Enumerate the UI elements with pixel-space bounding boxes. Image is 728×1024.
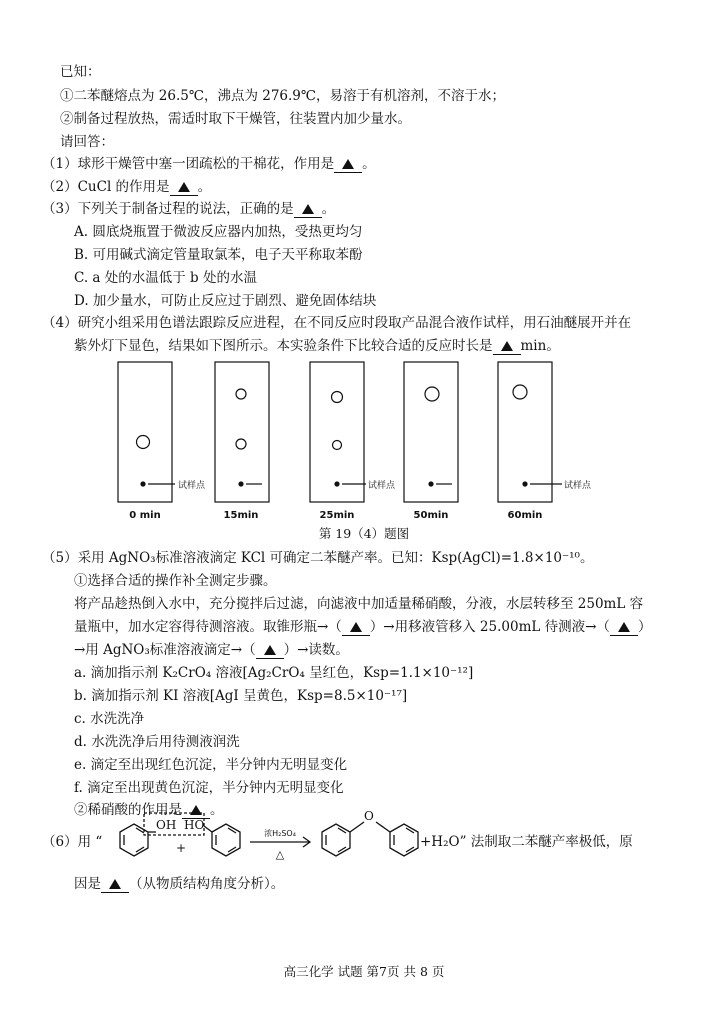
tlc-sample-dot <box>522 481 527 486</box>
tlc-time-label: 60min <box>507 510 543 521</box>
known-label: 已知： <box>60 64 101 80</box>
q5-blank-1[interactable] <box>342 619 370 636</box>
tlc-spot <box>332 392 343 403</box>
q6-line2 <box>74 874 284 894</box>
figure-caption: 第 19（4）题图 <box>318 526 410 540</box>
tlc-sample-label: 试样点 <box>368 481 396 491</box>
q4-line2-tail: min。 <box>520 338 560 354</box>
tlc-spot <box>425 387 439 401</box>
q5-step-line2c: ） <box>637 619 652 635</box>
oh-group: OH <box>156 818 177 832</box>
tlc-plate-15 <box>215 362 269 502</box>
q5-acid-tail: 。 <box>210 802 224 818</box>
q6-prefix: （6）用 “ <box>42 834 103 850</box>
tlc-plate-60 <box>498 362 552 502</box>
q5-step-line3 <box>74 640 349 660</box>
tlc-time-label: 0 min <box>129 510 161 521</box>
q5-blank-3[interactable] <box>256 642 284 659</box>
tlc-plate-0 <box>118 362 172 502</box>
plus-sign: + <box>176 841 187 855</box>
q1-text: （1）球形干燥管中塞一团疏松的干棉花，作用是 <box>42 156 335 172</box>
tlc-sample-dot <box>428 481 433 486</box>
q5-option-f: f. 滴定至出现黄色沉淀，半分钟内无明显变化 <box>74 780 344 796</box>
q3-option-b: B. 可用碱式滴定管量取氯苯，电子天平称取苯酚 <box>74 247 363 263</box>
tlc-sample-dot <box>334 481 339 486</box>
q4-line2-text: 紫外灯下显色，结果如下图所示。本实验条件下比较合适的反应时长是 <box>74 338 493 354</box>
answer-prompt: 请回答： <box>60 134 114 150</box>
q5-step-prompt: ①选择合适的操作补全测定步骤。 <box>74 573 277 589</box>
tlc-plate-25 <box>310 362 364 502</box>
q5-option-d: d. 水洗洗净后用待测液润洗 <box>74 734 240 750</box>
tlc-sample-dot <box>140 481 145 486</box>
q2-tail: 。 <box>197 179 212 195</box>
q5-step-line2a: 量瓶中，加水定容得待测溶液。取锥形瓶→（ <box>74 619 342 635</box>
q5-step-line3b: ）→读数。 <box>283 642 349 658</box>
tlc-plate-50 <box>404 362 458 502</box>
catalyst-label: 浓H₂SO₄ <box>264 829 296 838</box>
tlc-time-label: 50min <box>413 510 449 521</box>
q5-option-c: c. 水洗洗净 <box>74 711 145 727</box>
q5-blank-2[interactable] <box>610 619 638 636</box>
q5-option-a: a. 滴加指示剂 K₂CrO₄ 溶液[Ag₂CrO₄ 呈红色，Ksp=1.1×10⁻¹²] <box>74 665 474 681</box>
q1-tail: 。 <box>362 156 376 172</box>
heat-symbol: △ <box>275 848 285 861</box>
tlc-sample-dot <box>238 481 243 486</box>
tlc-spot <box>137 436 150 449</box>
triangle-icon <box>264 645 276 655</box>
triangle-icon <box>618 622 630 632</box>
q3-option-a: A. 圆底烧瓶置于微波反应器内加热，受热更均匀 <box>74 224 363 240</box>
ho-group: HO <box>184 818 205 832</box>
q5-step-line1: 将产品趁热倒入水中，充分搅拌后过滤，向滤液中加适量稀硝酸，分液，水层转移至 250mL 容 <box>74 596 644 612</box>
triangle-icon <box>109 879 121 889</box>
tlc-sample-label: 试样点 <box>178 481 206 491</box>
tlc-spot <box>236 389 246 399</box>
tlc-spot <box>236 439 246 449</box>
q3-option-c: C. a 处的水温低于 b 处的水温 <box>74 270 257 286</box>
q5-acid-text: ②稀硝酸的作用是 <box>74 802 182 818</box>
q3-tail: 。 <box>321 201 336 217</box>
tlc-time-label: 25min <box>319 510 355 521</box>
q6-line2a: 因是 <box>74 876 101 892</box>
tlc-spot <box>333 441 342 450</box>
triangle-icon <box>350 622 362 632</box>
q6-product-tail: +H₂O” 法制取二苯醚产率极低，原 <box>420 834 633 850</box>
q5-option-e: e. 滴定至出现红色沉淀，半分钟内无明显变化 <box>74 757 348 773</box>
q5-step-line2 <box>74 617 651 637</box>
tlc-sample-label: 试样点 <box>564 481 592 491</box>
q5-intro: （5）采用 AgNO₃标准溶液滴定 KCl 可确定二苯醚产率。已知：Ksp(AgCl)=1.8×10⁻¹⁰。 <box>42 550 594 566</box>
tlc-time-label: 15min <box>223 510 259 521</box>
q5-step-line2b: ）→用移液管移入 25.00mL 待测液→（ <box>369 619 610 635</box>
tlc-spot <box>513 385 527 399</box>
q4-line1: （4）研究小组采用色谱法跟踪反应进程，在不同反应时段取产品混合液作试样，用石油醚展开并在 <box>42 315 632 331</box>
known-item-2: ②制备过程放热，需适时取下干燥管，往装置内加少量水。 <box>60 111 411 127</box>
page-footer: 高三化学 试题 第7页 共 8 页 <box>283 964 445 979</box>
known-item-1: ①二苯醚熔点为 26.5℃，沸点为 276.9℃，易溶于有机溶剂，不溶于水； <box>60 88 505 104</box>
q3-option-d: D. 加少量水，可防止反应过于剧烈、避免固体结块 <box>74 293 377 309</box>
ether-oxygen: O <box>364 809 374 823</box>
q5-option-b: b. 滴加指示剂 KI 溶液[AgI 呈黄色，Ksp=8.5×10⁻¹⁷] <box>74 688 408 704</box>
q3-text: （3）下列关于制备过程的说法，正确的是 <box>42 201 294 217</box>
q5-step-line3a: →用 AgNO₃标准溶液滴定→（ <box>74 642 256 658</box>
q2-text: （2）CuCl 的作用是 <box>42 179 170 195</box>
q6-answer-blank[interactable] <box>101 876 129 893</box>
q6-line2b: （从物质结构角度分析）。 <box>129 876 285 892</box>
